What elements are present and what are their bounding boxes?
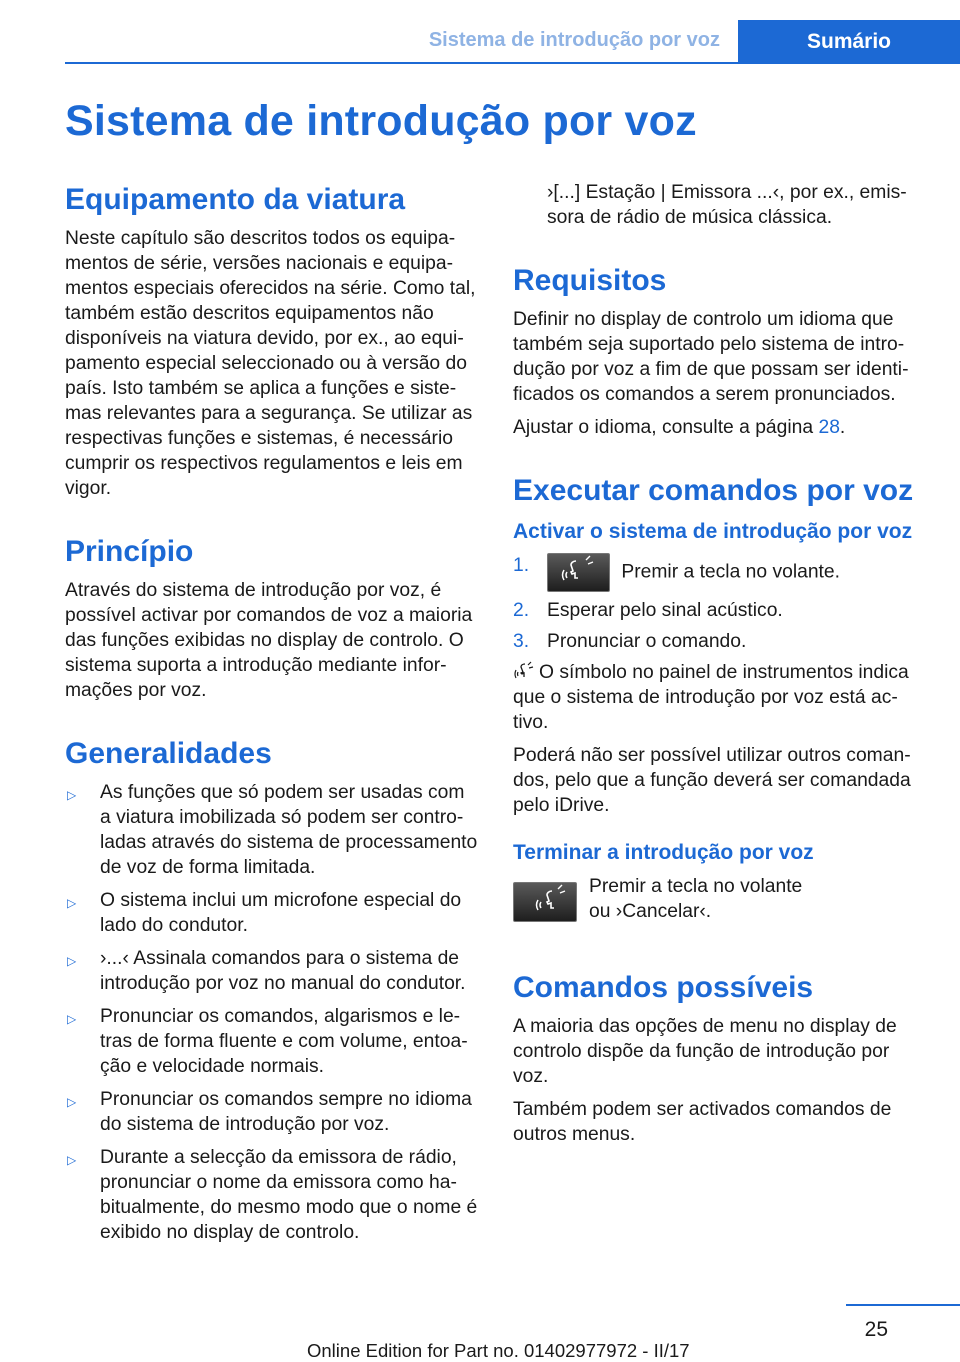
voice-button-icon: [513, 882, 577, 922]
paragraph-equipamento: Neste capítulo são descritos todos os equipamentos de série, versões nacionais e equipamentos especiais oferecidos na série. Como tal, também estão descritos equipamentos não disponíveis na viatura devido, por ex., ao equipamento especial seleccionado ou à versão do país. Isto também se aplica a funções e sistemas relevantes para a segurança. Se utilizar as respectivas funções e sistemas, é necessário cumprir os respectivos regulamentos e leis em vigor.: [65, 228, 476, 499]
paragraph-language-ref: Ajustar o idioma, consulte a página 28.: [513, 417, 846, 438]
activation-steps: [513, 553, 925, 654]
heading-terminar: Terminar a introdução por voz: [513, 841, 814, 864]
page-title: Sistema de introdução por voz: [65, 97, 697, 145]
continued-list-text: ›[...] Estação | Emissora ...‹, por ex., emissora de rádio de música clássica.: [547, 182, 907, 228]
page-number: 25: [864, 1318, 888, 1341]
list-item: ▷ ›...‹ Assinala comandos para o sistema de introdução por voz no manual do condutor.: [67, 948, 466, 994]
list-item: ▷ O sistema inclui um microfone especial do lado do condutor.: [67, 890, 462, 936]
heading-equipamento: Equipamento da viatura: [65, 183, 406, 216]
footer-rule: [846, 1304, 960, 1306]
triangle-bullet-icon: ▷: [67, 788, 77, 802]
paragraph-comandos-2: Também podem ser activados comandos de outros menus.: [513, 1099, 892, 1145]
triangle-bullet-icon: ▷: [67, 896, 77, 910]
heading-principio: Princípio: [65, 535, 194, 568]
terminate-instructions: [513, 874, 925, 924]
heading-activar: Activar o sistema de introdução por voz: [513, 520, 913, 543]
right-column: [513, 180, 925, 1155]
edition-footer: Online Edition for Part no. 01402977972 - II/17: [307, 1340, 690, 1361]
list-item: ▷ Pronunciar os comandos, algarismos e letras de forma fluente e com volume, entoação e velocidade normais.: [67, 1006, 468, 1077]
page-link[interactable]: 28: [818, 417, 840, 438]
list-item: ▷ Pronunciar os comandos sempre no idioma do sistema de introdução por voz.: [67, 1089, 472, 1135]
triangle-bullet-icon: ▷: [67, 1012, 77, 1026]
section-executar: [513, 471, 925, 924]
paragraph-idrive-note: Poderá não ser possível utilizar outros comandos, pelo que a função deverá ser comandada pelo iDrive.: [513, 745, 911, 816]
triangle-bullet-icon: ▷: [67, 1095, 77, 1109]
section-generalidades: [65, 734, 479, 1245]
paragraph-voice-symbol: O símbolo no painel de instrumentos indica que o sistema de introdução por voz está activo.: [513, 662, 909, 733]
paragraph-comandos-1: A maioria das opções de menu no display de controlo dispõe da função de introdução por voz.: [513, 1016, 897, 1087]
header-section-title[interactable]: Sistema de introdução por voz: [428, 29, 720, 51]
step-item: 1. Premir a tecla no volante.: [513, 553, 925, 592]
heading-generalidades: Generalidades: [65, 737, 272, 770]
contents-tab[interactable]: Sumário: [738, 20, 960, 62]
heading-executar: Executar comandos por voz: [513, 474, 914, 507]
paragraph-principio: Através do sistema de introdução por voz, é possível activar por comandos de voz a maioria das funções exibidas no display de controlo. O sistema suporta a introdução mediante informações por voz.: [65, 580, 473, 701]
heading-comandos: Comandos possíveis: [513, 971, 814, 1004]
step-item: 3. Pronunciar o comando.: [513, 631, 747, 652]
left-column: [65, 180, 479, 1253]
triangle-bullet-icon: ▷: [67, 954, 77, 968]
generalidades-list: [65, 780, 479, 1245]
heading-requisitos: Requisitos: [513, 264, 667, 297]
terminate-text: Premir a tecla no volante ou ›Cancelar‹.: [589, 876, 803, 922]
section-requisitos: [513, 261, 925, 440]
list-item: ▷ As funções que só podem ser usadas com a viatura imobilizada só podem ser controladas através do sistema de processamento de voz de forma limitada.: [67, 782, 478, 878]
voice-symbol-icon: [513, 661, 535, 681]
triangle-bullet-icon: ▷: [67, 1153, 77, 1167]
step-item: 2. Esperar pelo sinal acústico.: [513, 600, 783, 621]
list-item: ▷ Durante a selecção da emissora de rádio, pronunciar o nome da emissora como habitualmente, do mesmo modo que o nome é exibido no display de controlo.: [67, 1147, 478, 1243]
paragraph-requisitos: Definir no display de controlo um idioma que também seja suportado pelo sistema de introdução por voz a fim de que possam ser identificados os comandos a serem pronunciados.: [513, 309, 909, 405]
voice-button-icon: [547, 553, 610, 592]
page-header: [65, 20, 960, 64]
section-principio: [65, 532, 479, 703]
section-comandos: [513, 968, 925, 1147]
